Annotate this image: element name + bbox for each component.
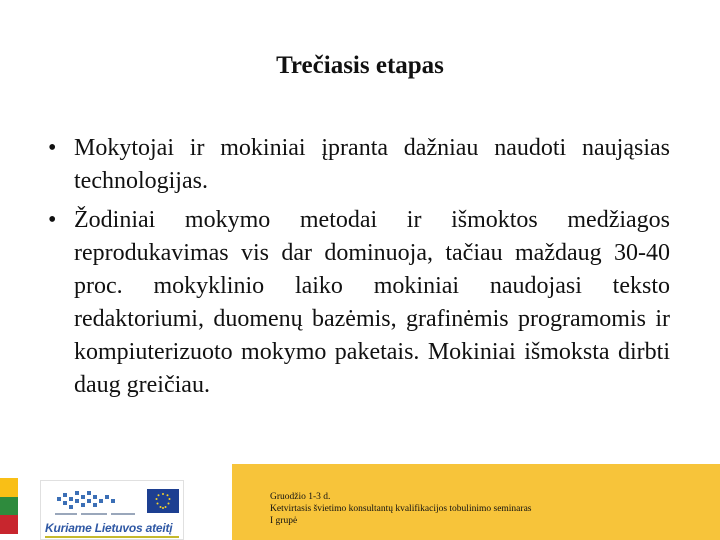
logo-slogan: Kuriame Lietuvos ateitį [45, 521, 173, 535]
slide-title: Trečiasis etapas [276, 52, 444, 79]
bullet-icon: • [48, 207, 57, 233]
bullet-item [48, 204, 670, 402]
bullet-icon: • [48, 135, 57, 161]
footer-date: Gruodžio 1-3 d. [270, 492, 331, 502]
logo-underline [45, 536, 179, 538]
footer-group: I grupė [270, 516, 298, 526]
footer-info-panel [232, 464, 720, 540]
lithuanian-flag-icon [0, 478, 18, 534]
bullet-text: Mokytojai ir mokiniai įpranta dažniau naudoti naująsias technologijas. [74, 135, 670, 194]
bullet-list [48, 132, 670, 408]
footer [0, 464, 720, 540]
eu-flag-icon [147, 489, 179, 513]
bullet-text: Žodiniai mokymo metodai ir išmoktos medžiagos reprodukavimas vis dar dominuoja, tačiau maždaug 30-40 proc. mokyklinio laiko mokiniai naudojasi teksto redaktoriumi, duomenų bazėmis, grafinėmis programomis ir kompiuterizuoto mokymo paketais. Mokiniai išmoksta dirbti daug greičiau. [74, 207, 670, 398]
project-logo [40, 480, 184, 540]
footer-seminar: Ketvirtasis švietimo konsultantų kvalifikacijos tobulinimo seminaras [270, 504, 532, 514]
footer-text [270, 491, 670, 527]
bullet-item [48, 132, 670, 198]
ministry-logo-icon [51, 487, 141, 521]
